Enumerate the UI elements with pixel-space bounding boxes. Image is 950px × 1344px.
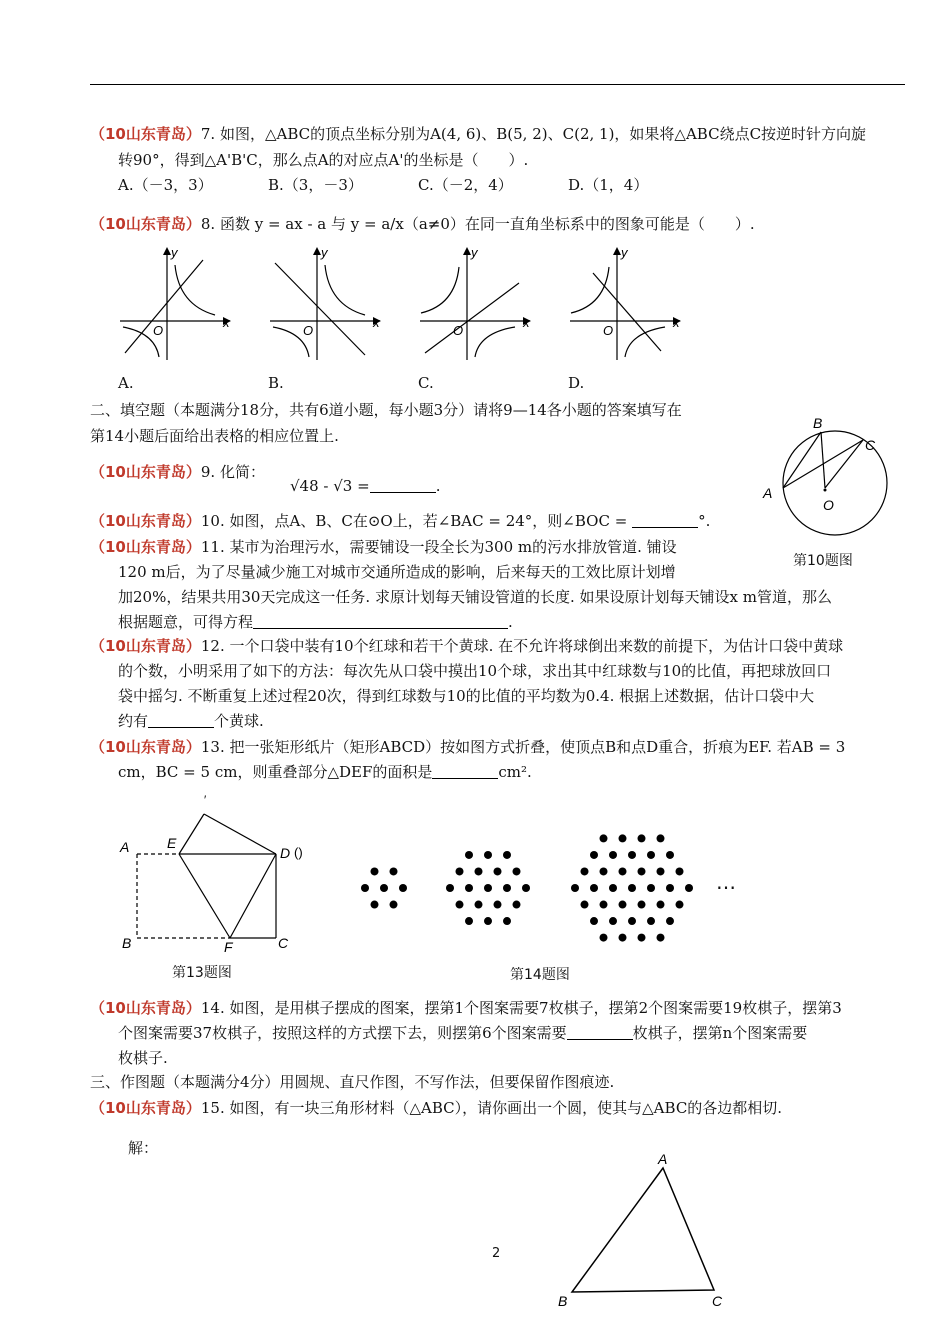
q11-answer-blank bbox=[253, 612, 508, 629]
q14-caption: 第14题图 bbox=[510, 967, 570, 983]
section2-line-1: 二、填空题（本题满分18分，共有6道小题，每小题3分）请将9—14各小题的答案填写在 bbox=[90, 401, 682, 419]
chess-piece-dot bbox=[600, 934, 608, 942]
q13-line-2 bbox=[118, 760, 938, 784]
q7-line-1 bbox=[90, 122, 910, 146]
q11-end: . bbox=[508, 613, 513, 631]
q9-text: 9. 化简： bbox=[200, 463, 265, 481]
chess-piece-dot bbox=[600, 834, 608, 842]
chess-piece-dot bbox=[657, 901, 665, 909]
q8-label-a: A. bbox=[118, 374, 134, 392]
chess-piece-dot bbox=[399, 884, 407, 892]
chess-piece-dot bbox=[475, 867, 483, 875]
q12-line-4 bbox=[118, 709, 938, 733]
q14-text-1: 14. 如图，是用棋子摆成的图案，摆第1个图案需要7枚棋子，摆第2个图案需要19枚棋子，摆第3 bbox=[200, 999, 842, 1017]
q8-graph-a bbox=[115, 245, 235, 365]
q12-line-1 bbox=[90, 634, 910, 658]
chess-piece-dot bbox=[475, 901, 483, 909]
q8d-x-label: x bbox=[673, 315, 680, 330]
chess-piece-dot bbox=[638, 834, 646, 842]
q13-d-suffix: () bbox=[294, 845, 303, 860]
q12-text-4a: 约有 bbox=[118, 712, 149, 730]
q10-caption: 第10题图 bbox=[793, 553, 853, 569]
q15-text: 15. 如图，有一块三角形材料（△ABC），请你画出一个圆，使其与△ABC的各边都相切. bbox=[200, 1099, 783, 1117]
q8b-x-label: x bbox=[373, 315, 380, 330]
chess-piece-dot bbox=[647, 851, 655, 859]
q14-source: （10山东青岛） bbox=[90, 999, 201, 1017]
q13-line-1 bbox=[90, 735, 910, 759]
chess-piece-dot bbox=[638, 867, 646, 875]
chess-piece-dot bbox=[503, 884, 511, 892]
q13-label-f: F bbox=[224, 939, 233, 955]
chess-piece-dot bbox=[456, 901, 464, 909]
q8d-y-label: y bbox=[621, 245, 628, 260]
chess-piece-dot bbox=[503, 851, 511, 859]
chess-piece-dot bbox=[465, 917, 473, 925]
q14-line-3: 枚棋子. bbox=[118, 1049, 168, 1067]
q10-label-a: A bbox=[763, 485, 773, 501]
q8-graph-b bbox=[265, 245, 385, 365]
q9-expr: √48 - √3 = bbox=[290, 477, 370, 495]
q12-line-3: 袋中摇匀. 不断重复上述过程20次，得到红球数与10的比值的平均数为0.4. 根据上述数据，估计口袋中大 bbox=[118, 687, 815, 705]
q15-figure bbox=[550, 1148, 740, 1318]
q7-option-d: D.（1，4） bbox=[568, 176, 649, 194]
q8c-x-label: x bbox=[523, 315, 530, 330]
q9-end: . bbox=[435, 477, 441, 495]
q8-graph-d bbox=[565, 245, 685, 365]
chess-piece-dot bbox=[371, 901, 379, 909]
q13-text-1: 13. 把一张矩形纸片（矩形ABCD）按如图方式折叠，使顶点B和点D重合，折痕为EF. 若AB = 3 bbox=[200, 738, 846, 756]
q15-source: （10山东青岛） bbox=[90, 1099, 201, 1117]
chess-piece-dot bbox=[494, 867, 502, 875]
q12-answer-blank bbox=[148, 711, 214, 728]
chess-piece-dot bbox=[647, 884, 655, 892]
q8c-y-label: y bbox=[471, 245, 478, 260]
chess-piece-dot bbox=[628, 851, 636, 859]
q8d-origin-label: O bbox=[603, 323, 614, 338]
page-number: 2 bbox=[492, 1246, 501, 1261]
chess-piece-dot bbox=[666, 884, 674, 892]
chess-piece-dot bbox=[657, 867, 665, 875]
q13-answer-blank bbox=[432, 762, 498, 779]
q10-label-b: B bbox=[813, 418, 823, 431]
q10-answer-blank bbox=[632, 511, 698, 528]
chess-piece-dot bbox=[581, 901, 589, 909]
q10-label-o: O bbox=[823, 497, 834, 513]
q8c-origin-label: O bbox=[453, 323, 464, 338]
q14-text-2b: 枚棋子，摆第n个图案需要 bbox=[632, 1024, 808, 1042]
q13-label-c: C bbox=[278, 935, 289, 951]
chess-piece-dot bbox=[619, 834, 627, 842]
q13-label-a: A bbox=[120, 839, 130, 855]
chess-piece-dot bbox=[600, 867, 608, 875]
q12-text-4b: 个黄球. bbox=[214, 712, 264, 730]
chess-piece-dot bbox=[513, 901, 521, 909]
q9-expression bbox=[290, 474, 490, 498]
chess-piece-dot bbox=[647, 917, 655, 925]
q10-label-c: C bbox=[865, 437, 876, 453]
q14-answer-blank-1 bbox=[567, 1023, 633, 1040]
chess-piece-dot bbox=[619, 867, 627, 875]
q12-text-1: 12. 一个口袋中装有10个红球和若干个黄球. 在不允许将球倒出来数的前提下，为估计口袋中黄球 bbox=[200, 637, 844, 655]
q15-label-b: B bbox=[558, 1293, 568, 1309]
chess-piece-dot bbox=[609, 917, 617, 925]
chess-piece-dot bbox=[666, 851, 674, 859]
q8b-origin-label: O bbox=[303, 323, 314, 338]
chess-piece-dot bbox=[609, 851, 617, 859]
q11-source: （10山东青岛） bbox=[90, 538, 201, 556]
q8b-y-label: y bbox=[321, 245, 328, 260]
q15-answer-label: 解： bbox=[128, 1139, 159, 1157]
chess-piece-dot bbox=[590, 884, 598, 892]
q8-graph-c bbox=[415, 245, 535, 365]
q13-text-2b: cm². bbox=[498, 763, 532, 781]
q12-source: （10山东青岛） bbox=[90, 637, 201, 655]
q7-option-b: B.（3，－3） bbox=[268, 176, 363, 194]
q12-line-2: 的个数，小明采用了如下的方法：每次先从口袋中摸出10个球，求出其中红球数与10的比值，再把球放回口 bbox=[118, 662, 832, 680]
q11-line-3: 加20%，结果共用30天完成这一任务. 求原计划每天铺设管道的长度. 如果设原计划每天铺设x m管道，那么 bbox=[118, 588, 832, 606]
chess-piece-dot bbox=[676, 867, 684, 875]
q11-text-4: 根据题意，可得方程 bbox=[118, 613, 254, 631]
chess-piece-dot bbox=[657, 834, 665, 842]
q8-label-d: D. bbox=[568, 374, 585, 392]
chess-piece-dot bbox=[581, 867, 589, 875]
q14-ellipsis: … bbox=[716, 870, 736, 894]
q8-text: 8. 函数 y = ax - a 与 y = a/x（a≠0）在同一直角坐标系中的图象可能是（ ）. bbox=[200, 215, 755, 233]
chess-piece-dot bbox=[446, 884, 454, 892]
chess-piece-dot bbox=[390, 867, 398, 875]
q7-option-c: C.（－2，4） bbox=[418, 176, 513, 194]
q14-text-2a: 个图案需要37枚棋子，按照这样的方式摆下去，则摆第6个图案需要 bbox=[118, 1024, 567, 1042]
chess-piece-dot bbox=[522, 884, 530, 892]
chess-piece-dot bbox=[484, 884, 492, 892]
chess-piece-dot bbox=[628, 917, 636, 925]
q9-source: （10山东青岛） bbox=[90, 463, 201, 481]
q14-figure bbox=[340, 815, 770, 960]
q13-label-d: D bbox=[280, 845, 291, 861]
chess-piece-dot bbox=[676, 901, 684, 909]
chess-piece-dot bbox=[465, 884, 473, 892]
chess-piece-dot bbox=[600, 901, 608, 909]
q13-figure bbox=[112, 790, 332, 960]
q13-label-b: B bbox=[122, 935, 132, 951]
q10-end: °. bbox=[698, 512, 711, 530]
q10-line bbox=[90, 509, 910, 533]
chess-piece-dot bbox=[628, 884, 636, 892]
q8-label-c: C. bbox=[418, 374, 434, 392]
chess-piece-dot bbox=[571, 884, 579, 892]
chess-piece-dot bbox=[484, 851, 492, 859]
chess-piece-dot bbox=[666, 917, 674, 925]
chess-piece-dot bbox=[590, 917, 598, 925]
chess-piece-dot bbox=[361, 884, 369, 892]
q13-text-2a: cm，BC = 5 cm，则重叠部分△DEF的面积是 bbox=[118, 763, 433, 781]
q13-tick-mark: ′ bbox=[204, 793, 207, 807]
chess-piece-dot bbox=[657, 934, 665, 942]
q8-line bbox=[90, 212, 910, 236]
q8a-y-label: y bbox=[171, 245, 178, 260]
chess-piece-dot bbox=[619, 934, 627, 942]
q7-line-2: 转90°，得到△A'B'C，那么点A的对应点A'的坐标是（ ）. bbox=[118, 151, 529, 169]
q7-option-a: A.（－3，3） bbox=[118, 176, 213, 194]
chess-piece-dot bbox=[638, 901, 646, 909]
q8-source: （10山东青岛） bbox=[90, 215, 201, 233]
chess-piece-dot bbox=[503, 917, 511, 925]
q9-answer-blank bbox=[370, 476, 436, 493]
chess-piece-dot bbox=[685, 884, 693, 892]
chess-piece-dot bbox=[619, 901, 627, 909]
q8a-origin-label: O bbox=[153, 323, 164, 338]
section3-line: 三、作图题（本题满分4分）用圆规、直尺作图，不写作法，但要保留作图痕迹. bbox=[90, 1073, 615, 1091]
chess-piece-dot bbox=[456, 867, 464, 875]
q11-line-4 bbox=[118, 610, 938, 634]
chess-piece-dot bbox=[609, 884, 617, 892]
q14-line-2 bbox=[118, 1021, 938, 1045]
q13-label-e: E bbox=[167, 835, 177, 851]
q10-source: （10山东青岛） bbox=[90, 512, 201, 530]
q11-text-1: 11. 某市为治理污水，需要铺设一段全长为300 m的污水排放管道. 铺设 bbox=[200, 538, 677, 556]
q11-line-2: 120 m后，为了尽量减少施工对城市交通所造成的影响，后来每天的工效比原计划增 bbox=[118, 563, 676, 581]
q7-text-1: 7. 如图，△ABC的顶点坐标分别为A(4, 6)、B(5, 2)、C(2, 1)，如果将△ABC绕点C按逆时针方向旋 bbox=[200, 125, 867, 143]
q11-line-1 bbox=[90, 535, 910, 559]
chess-piece-dot bbox=[371, 867, 379, 875]
q15-label-a: A bbox=[658, 1151, 668, 1167]
q8-label-b: B. bbox=[268, 374, 284, 392]
chess-piece-dot bbox=[494, 901, 502, 909]
chess-piece-dot bbox=[513, 867, 521, 875]
chess-piece-dot bbox=[390, 901, 398, 909]
chess-piece-dot bbox=[484, 917, 492, 925]
chess-piece-dot bbox=[638, 934, 646, 942]
section2-line-2: 第14小题后面给出表格的相应位置上. bbox=[90, 427, 339, 445]
q7-source: （10山东青岛） bbox=[90, 125, 201, 143]
header-rule bbox=[90, 84, 905, 85]
q13-caption: 第13题图 bbox=[172, 965, 232, 981]
q13-source: （10山东青岛） bbox=[90, 738, 201, 756]
chess-piece-dot bbox=[465, 851, 473, 859]
q14-line-1 bbox=[90, 996, 910, 1020]
chess-piece-dot bbox=[590, 851, 598, 859]
q15-label-c: C bbox=[712, 1293, 723, 1309]
q15-line bbox=[90, 1096, 910, 1120]
chess-piece-dot bbox=[380, 884, 388, 892]
q8a-x-label: x bbox=[223, 315, 230, 330]
q10-text: 10. 如图，点A、B、C在⊙O上，若∠BAC = 24°，则∠BOC = bbox=[200, 512, 628, 530]
